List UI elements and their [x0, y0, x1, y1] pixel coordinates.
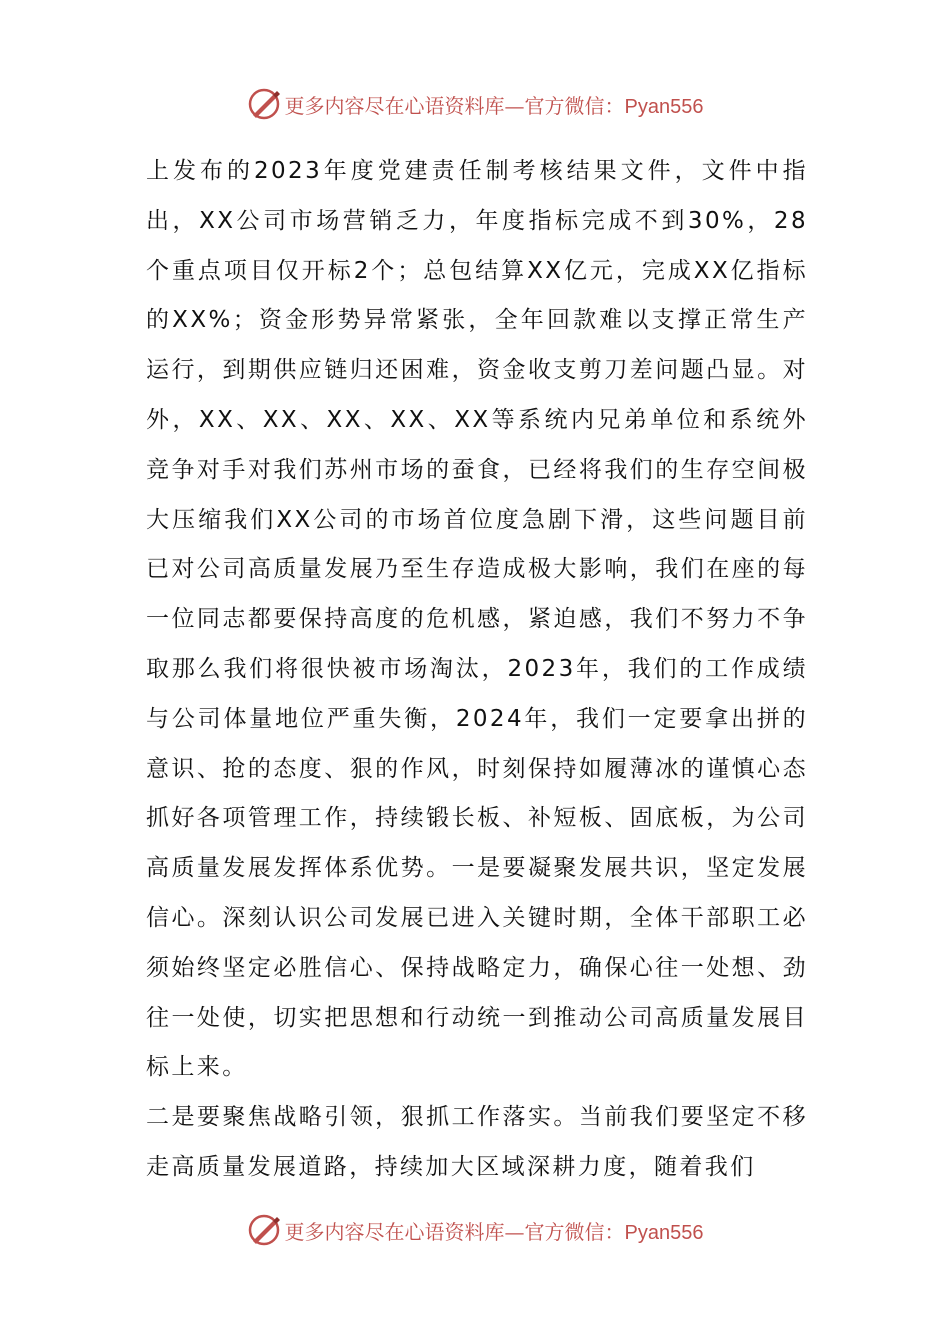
paragraph-2: 二是要聚焦战略引领，狠抓工作落实。当前我们要坚定不移走高质量发展道路，持续加大区域深耕力度，随着我们	[146, 1104, 808, 1180]
header-banner-text	[285, 90, 704, 119]
header-wechat-id: Pyan556	[624, 95, 704, 118]
document-body	[146, 147, 808, 1193]
footer-wechat-id: Pyan556	[624, 1221, 704, 1244]
pen-logo-icon	[247, 1213, 281, 1247]
header-slogan: 更多内容尽在心语资料库—官方微信：	[284, 93, 625, 118]
footer-banner	[0, 1210, 950, 1250]
footer-slogan: 更多内容尽在心语资料库—官方微信：	[284, 1219, 625, 1244]
footer-banner-text	[285, 1216, 704, 1245]
header-banner	[0, 84, 950, 124]
pen-logo-icon	[247, 87, 281, 121]
paragraph-1: 上发布的2023年度党建责任制考核结果文件，文件中指出，XX公司市场营销乏力，年度指标完成不到30%，28个重点项目仅开标2个；总包结算XX亿元，完成XX亿指标的XX%；资金形势异常紧张，全年回款难以支撑正常生产运行，到期供应链归还困难，资金收支剪刀差问题凸显。对外，XX、XX、XX、XX、XX等系统内兄弟单位和系统外竞争对手对我们苏州市场的蚕食，已经将我们的生存空间极大压缩我们XX公司的市场首位度急剧下滑，这些问题目前已对公司高质量发展乃至生存造成极大影响，我们在座的每一位同志都要保持高度的危机感，紧迫感，我们不努力不争取那么我们将很快被市场淘汰，2023年，我们的工作成绩与公司体量地位严重失衡，2024年，我们一定要拿出拼的意识、抢的态度、狠的作风，时刻保持如履薄冰的谨慎心态抓好各项管理工作，持续锻长板、补短板、固底板，为公司高质量发展发挥体系优势。一是要凝聚发展共识，坚定发展信心。深刻认识公司发展已进入关键时期，全体干部职工必须始终坚定必胜信心、保持战略定力，确保心往一处想、劲往一处使，切实把思想和行动统一到推动公司高质量发展目标上来。	[146, 158, 808, 1081]
